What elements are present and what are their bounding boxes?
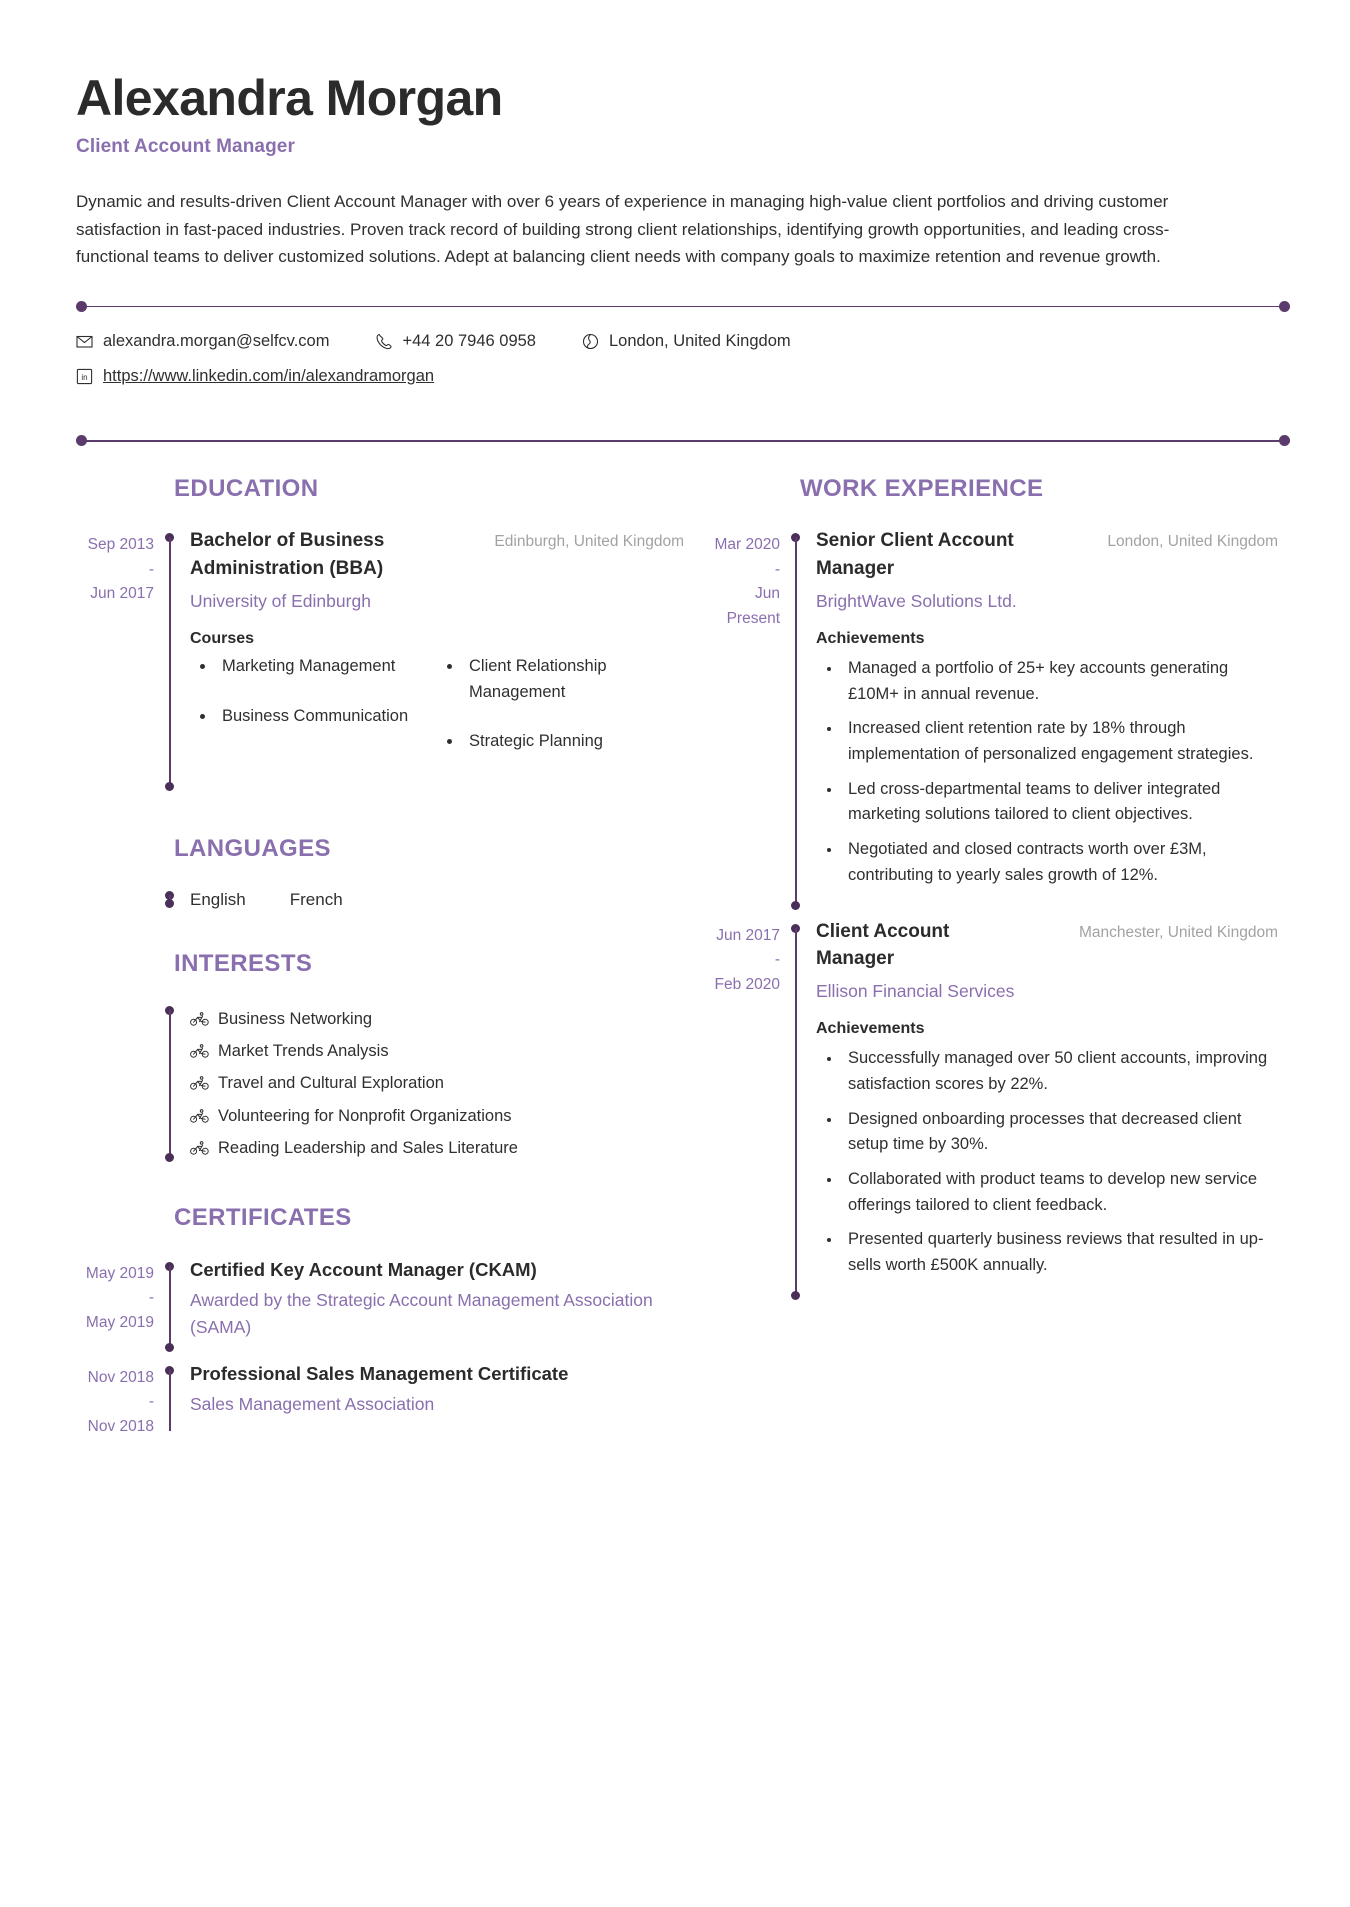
contact-linkedin-text[interactable]: https://www.linkedin.com/in/alexandramorgan — [103, 367, 435, 386]
certificate-issuer: Sales Management Association — [190, 1394, 435, 1415]
achievement-item: • Presented quarterly business reviews that resulted in up-sells worth £500K annually. — [842, 1227, 1278, 1278]
contact-linkedin[interactable] — [76, 366, 434, 387]
section-education — [76, 475, 684, 795]
phone-icon — [375, 333, 392, 350]
section-title-certificates: CERTIFICATES — [174, 1203, 352, 1231]
page-title: Alexandra Morgan — [76, 70, 503, 126]
education-degree: Bachelor of Business Administration (BBA) — [190, 530, 385, 580]
interests-date-spacer — [76, 1002, 164, 1164]
work-company: BrightWave Solutions Ltd. — [816, 590, 1017, 611]
contact-divider-top — [76, 301, 1290, 313]
timeline-dot-bottom-icon — [791, 1291, 800, 1300]
contact-row-primary — [76, 331, 1290, 352]
divider-dot-right-icon-2 — [1279, 435, 1290, 446]
education-school: University of Edinburgh — [190, 590, 371, 611]
interest-label: Business Networking — [218, 1010, 373, 1029]
certificate-date-start: Nov 2018 — [87, 1368, 154, 1386]
achievement-item: • Led cross-departmental teams to deliver integrated marketing solutions tailored to client objectives. — [842, 777, 1278, 828]
left-column — [76, 475, 684, 1479]
professional-summary: Dynamic and results-driven Client Account Manager with over 6 years of experience in managing high-value client portfolios and driving customer satisfaction in fast-paced industries. Proven track record of building strong client relationships, identifying growth opportunities, and leading cross-functional teams to deliver customized solutions. Adept at balancing client needs with company goals to maximize retention and revenue growth. — [76, 192, 1170, 267]
work-entry-head — [816, 918, 1278, 973]
certificate-entry-dates — [76, 1360, 164, 1439]
course-item: • Marketing Management — [216, 654, 437, 680]
work-entry-body — [816, 527, 1278, 913]
certificate-issuer: Awarded by the Strategic Account Management Association (SAMA) — [190, 1290, 653, 1337]
work-date-end-line1: Jun — [755, 585, 780, 603]
certificate-date-dash: - — [148, 1393, 154, 1411]
courses-grid — [190, 654, 684, 779]
interest-label: Travel and Cultural Exploration — [218, 1074, 444, 1093]
section-title-languages: LANGUAGES — [174, 835, 331, 863]
section-title-interests: INTERESTS — [174, 950, 313, 978]
contact-row-secondary — [76, 366, 1290, 387]
section-title-work-experience: WORK EXPERIENCE — [800, 475, 1044, 503]
work-location: London, United Kingdom — [1107, 533, 1278, 551]
work-entry — [692, 527, 1278, 913]
interest-label: Market Trends Analysis — [218, 1042, 389, 1061]
contact-location — [582, 331, 791, 352]
course-item: • Strategic Planning — [463, 729, 684, 755]
education-date-dash: - — [148, 560, 154, 578]
certificate-entry — [76, 1360, 684, 1439]
timeline-dot-bottom-icon — [165, 899, 174, 908]
work-position: Client Account Manager — [816, 920, 950, 970]
bicycle-icon — [190, 1076, 209, 1090]
section-interests — [76, 950, 684, 1164]
course-item: • Client Relationship Management — [463, 654, 684, 705]
work-entry-head — [816, 527, 1278, 582]
work-entry-body — [816, 918, 1278, 1304]
languages-timeline — [164, 887, 176, 910]
interest-item — [190, 1003, 518, 1035]
achievement-item: • Negotiated and closed contracts worth over £3M, contributing to yearly sales growth of 12%. — [842, 837, 1278, 888]
achievement-item: • Increased client retention rate by 18% through implementation of personalized engagement strategies. — [842, 716, 1278, 767]
content-columns — [76, 475, 1290, 1479]
work-date-end-line1: Feb 2020 — [714, 975, 780, 993]
interests-list — [190, 1002, 518, 1164]
timeline-line — [169, 1010, 171, 1158]
section-languages — [76, 835, 684, 910]
contact-email-text: alexandra.morgan@selfcv.com — [103, 331, 330, 350]
right-column — [692, 475, 1278, 1343]
envelope-icon — [76, 333, 93, 350]
interests-entry — [76, 1002, 684, 1164]
divider-line — [84, 306, 1290, 308]
interest-item — [190, 1035, 518, 1067]
work-date-start: Jun 2017 — [716, 926, 780, 944]
work-position: Senior Client Account Manager — [816, 530, 1014, 580]
education-entry-dates — [76, 527, 164, 795]
certificate-entry — [76, 1256, 684, 1356]
bicycle-icon — [190, 1141, 209, 1155]
achievements-label: Achievements — [816, 629, 925, 647]
timeline-line — [795, 928, 797, 1296]
work-location: Manchester, United Kingdom — [1078, 923, 1278, 941]
languages-date-spacer — [76, 887, 164, 910]
work-achievements-list — [816, 1046, 1278, 1279]
education-date-start: Sep 2013 — [87, 536, 154, 554]
certificate-timeline — [164, 1360, 176, 1439]
course-item: • Business Communication — [216, 704, 437, 730]
achievement-item: • Designed onboarding processes that decreased client setup time by 30%. — [842, 1107, 1278, 1158]
certificate-date-end: Nov 2018 — [87, 1417, 154, 1435]
divider-line-2 — [84, 440, 1290, 442]
certificate-timeline — [164, 1256, 176, 1356]
courses-column-right — [437, 654, 684, 779]
timeline-dot-bottom-icon — [791, 901, 800, 910]
contact-location-text: London, United Kingdom — [608, 331, 791, 350]
achievement-item: • Successfully managed over 50 client accounts, improving satisfaction scores by 22%. — [842, 1046, 1278, 1097]
certificate-date-end: May 2019 — [85, 1313, 154, 1331]
achievement-item: • Managed a portfolio of 25+ key accounts generating £10M+ in annual revenue. — [842, 656, 1278, 707]
interest-item — [190, 1067, 518, 1099]
linkedin-icon — [76, 368, 93, 385]
courses-column-left — [190, 654, 437, 779]
timeline-dot-bottom-icon — [165, 1343, 174, 1352]
timeline-dot-bottom-icon — [165, 782, 174, 791]
timeline-dot-bottom-icon — [165, 1153, 174, 1162]
certificate-entry-body — [190, 1360, 684, 1439]
certificate-date-start: May 2019 — [85, 1264, 154, 1282]
languages-list — [190, 887, 343, 910]
section-title-education: EDUCATION — [174, 475, 319, 503]
work-company: Ellison Financial Services — [816, 980, 1015, 1001]
bicycle-icon — [190, 1012, 209, 1026]
interests-timeline — [164, 1002, 176, 1164]
work-date-start: Mar 2020 — [714, 536, 780, 554]
contact-phone-text: +44 20 7946 0958 — [402, 331, 536, 350]
bicycle-icon — [190, 1109, 209, 1123]
contact-block — [76, 313, 1290, 406]
section-work-experience — [692, 475, 1278, 1303]
education-entry-body — [190, 527, 684, 795]
work-achievements-list — [816, 656, 1278, 889]
contact-phone[interactable] — [375, 331, 536, 352]
work-date-dash: - — [774, 951, 780, 969]
globe-pin-icon — [582, 333, 599, 350]
work-entry — [692, 918, 1278, 1304]
work-date-dash: - — [774, 560, 780, 578]
work-timeline — [790, 918, 802, 1304]
education-location: Edinburgh, United Kingdom — [494, 533, 684, 551]
work-entry-dates — [692, 918, 790, 1304]
education-entry-head — [190, 527, 684, 582]
work-date-end-line2: Present — [726, 609, 780, 627]
certificate-name: Professional Sales Management Certificate — [190, 1362, 569, 1384]
achievements-label: Achievements — [816, 1020, 925, 1038]
courses-label: Courses — [190, 629, 255, 647]
contact-email[interactable] — [76, 331, 329, 352]
contact-divider-bottom — [76, 435, 1290, 447]
divider-dot-right-icon — [1279, 301, 1290, 312]
languages-entry — [76, 887, 684, 910]
education-entry — [76, 527, 684, 795]
achievement-item: • Collaborated with product teams to develop new service offerings tailored to client feedback. — [842, 1167, 1278, 1218]
interest-item — [190, 1132, 518, 1164]
certificate-date-dash: - — [148, 1289, 154, 1307]
education-timeline — [164, 527, 176, 795]
work-timeline — [790, 527, 802, 913]
section-certificates — [76, 1204, 684, 1439]
certificate-name: Certified Key Account Manager (CKAM) — [190, 1258, 537, 1280]
education-date-end: Jun 2017 — [90, 585, 154, 603]
language-item: English — [190, 890, 246, 910]
certificate-entry-dates — [76, 1256, 164, 1356]
timeline-line — [169, 537, 171, 787]
timeline-line — [795, 537, 797, 905]
interest-label: Reading Leadership and Sales Literature — [218, 1138, 518, 1157]
work-entry-dates — [692, 527, 790, 913]
timeline-line — [169, 1266, 171, 1348]
bicycle-icon — [190, 1044, 209, 1058]
timeline-line — [169, 1370, 171, 1431]
certificate-entry-body — [190, 1256, 684, 1356]
interest-label: Volunteering for Nonprofit Organizations — [218, 1106, 512, 1125]
job-role-subtitle: Client Account Manager — [76, 136, 295, 157]
interest-item — [190, 1100, 518, 1132]
language-item: French — [289, 890, 343, 910]
svg-text:in: in — [81, 373, 88, 383]
